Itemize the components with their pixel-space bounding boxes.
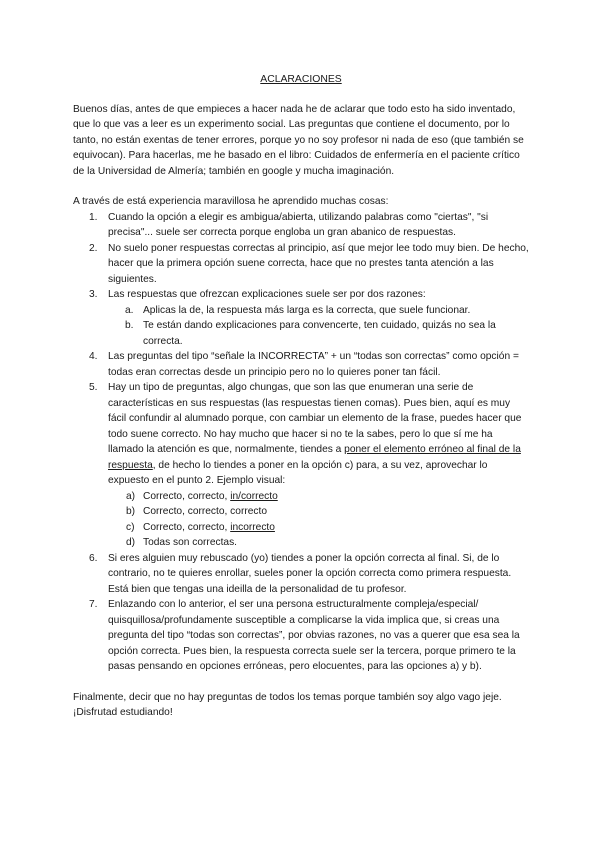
sub-list-letter: b.: [125, 320, 134, 331]
list-item: [73, 349, 529, 380]
sub-list-letter: a.: [125, 304, 134, 316]
intro-paragraph: Buenos días, antes de que empieces a hacer nada he de aclarar que todo esto ha sido inventado, que lo que vas a leer es un experimento social. Las preguntas que contiene el documento, por lo tanto, no están exentas de tener errores, porque yo no soy profesor ni nada de eso (que también se equivocan). Para hacerlas, me he basado en el libro: Cuidados de enfermería en el paciente crítico de la Universidad de Almería; también en google y mucha imaginación.: [73, 103, 524, 177]
list-number: 4.: [89, 351, 98, 362]
sub-list-item-text: Aplicas la de, la respuesta más larga es la correcta, que suele funcionar.: [143, 304, 471, 316]
example-text: Todas son correctas.: [143, 537, 237, 548]
example-text: Correcto, correcto,: [143, 490, 231, 502]
list-item: [73, 551, 529, 598]
example-letter: c): [126, 521, 135, 533]
example-item: [108, 520, 529, 536]
example-item: [108, 535, 529, 551]
list-item: [73, 241, 529, 288]
list-item-text: Si eres alguien muy rebuscado (yo) tiendes a poner la opción correcta al final. Si, de lo contrario, no te quieres enrollar, sueles poner la opción correcta como primera respuesta. Está bien que tengas una ideilla de la personalidad de tu profesor.: [108, 552, 512, 595]
example-underlined-text: incorrecto: [230, 521, 275, 533]
list-item: [73, 597, 529, 675]
list-number: 6.: [89, 552, 98, 564]
underlined-text: poner el elemento erróneo al final de la respuesta: [108, 444, 521, 471]
example-item: [108, 489, 529, 505]
sub-list: [108, 303, 529, 350]
example-letter: d): [126, 537, 136, 548]
lessons-list: [73, 210, 529, 675]
list-number: 1.: [89, 211, 98, 223]
list-number: 5.: [89, 382, 98, 393]
example-text: Correcto, correcto,: [143, 521, 231, 533]
list-number: 7.: [89, 599, 98, 610]
example-item: [108, 504, 529, 520]
sub-list-item-text: Te están dando explicaciones para convencerte, ten cuidado, quizás no sea la correcta.: [143, 320, 496, 347]
list-item-text: No suelo poner respuestas correctas al principio, así que mejor lee todo muy bien. De hecho, hacer que la primera opción suene correcta, hace que no prestes tanta atención a las siguientes.: [108, 242, 529, 285]
sub-list-item: [108, 318, 529, 349]
list-item: [73, 210, 529, 241]
example-letter: b): [126, 506, 136, 517]
list-number: 2.: [89, 242, 98, 254]
sub-list-item: [108, 303, 529, 319]
example-text: Correcto, correcto, correcto: [143, 506, 267, 517]
document-page: [73, 72, 529, 721]
list-item: [73, 380, 529, 551]
document-title: ACLARACIONES: [260, 74, 342, 85]
list-item-text: Las preguntas del tipo “señale la INCORRECTA” + un “todas son correctas” como opción = todas eran correctas desde un principio pero no lo quieres poner tan fácil.: [108, 351, 519, 378]
example-underlined-text: in/correcto: [230, 490, 278, 502]
list-item-text: , de hecho lo tiendes a poner en la opción c) para, a su vez, aprovechar lo expuesto en el punto 2. Ejemplo visual:: [108, 459, 488, 486]
list-number: 3.: [89, 289, 98, 300]
closing-paragraph: Finalmente, decir que no hay preguntas de todos los temas porque también soy algo vago jeje. ¡Disfrutad estudiando!: [73, 691, 502, 718]
example-letter: a): [126, 490, 136, 502]
list-item-text: Cuando la opción a elegir es ambigua/abierta, utilizando palabras como "ciertas", "si precisa"... suele ser correcta porque engloba un gran abanico de respuestas.: [108, 211, 489, 238]
list-lead: A través de está experiencia maravillosa he aprendido muchas cosas:: [73, 196, 389, 207]
list-item: [73, 287, 529, 349]
example-list: [108, 489, 529, 551]
list-item-text: Las respuestas que ofrezcan explicaciones suele ser por dos razones:: [108, 289, 426, 300]
list-item-text: Enlazando con lo anterior, el ser una persona estructuralmente compleja/especial/ quisquillosa/profundamente susceptible a complicarse la vida implica que, si creas una pregunta del tipo “todas son correctas”, por obvias razones, no vas a querer que esa sea la opción correcta. Pues bien, la respuesta correcta suele ser la tercera, porque primero te la pasas pensando en opciones erróneas, pero elocuentes, para las opciones a) y b).: [108, 599, 520, 672]
list-item-text: Hay un tipo de preguntas, algo chungas, que son las que enumeran una serie de características en sus respuestas (las respuestas tienen comas). Pues bien, aquí es muy fácil confundir al alumnado porque, con cambiar un elemento de la frase, puedes hacer que todo suene correcto. No hay mucho que hacer si no te la sabes, pero lo que sí me ha llamado la atención es que, normalmente, tiendes a: [108, 382, 522, 455]
